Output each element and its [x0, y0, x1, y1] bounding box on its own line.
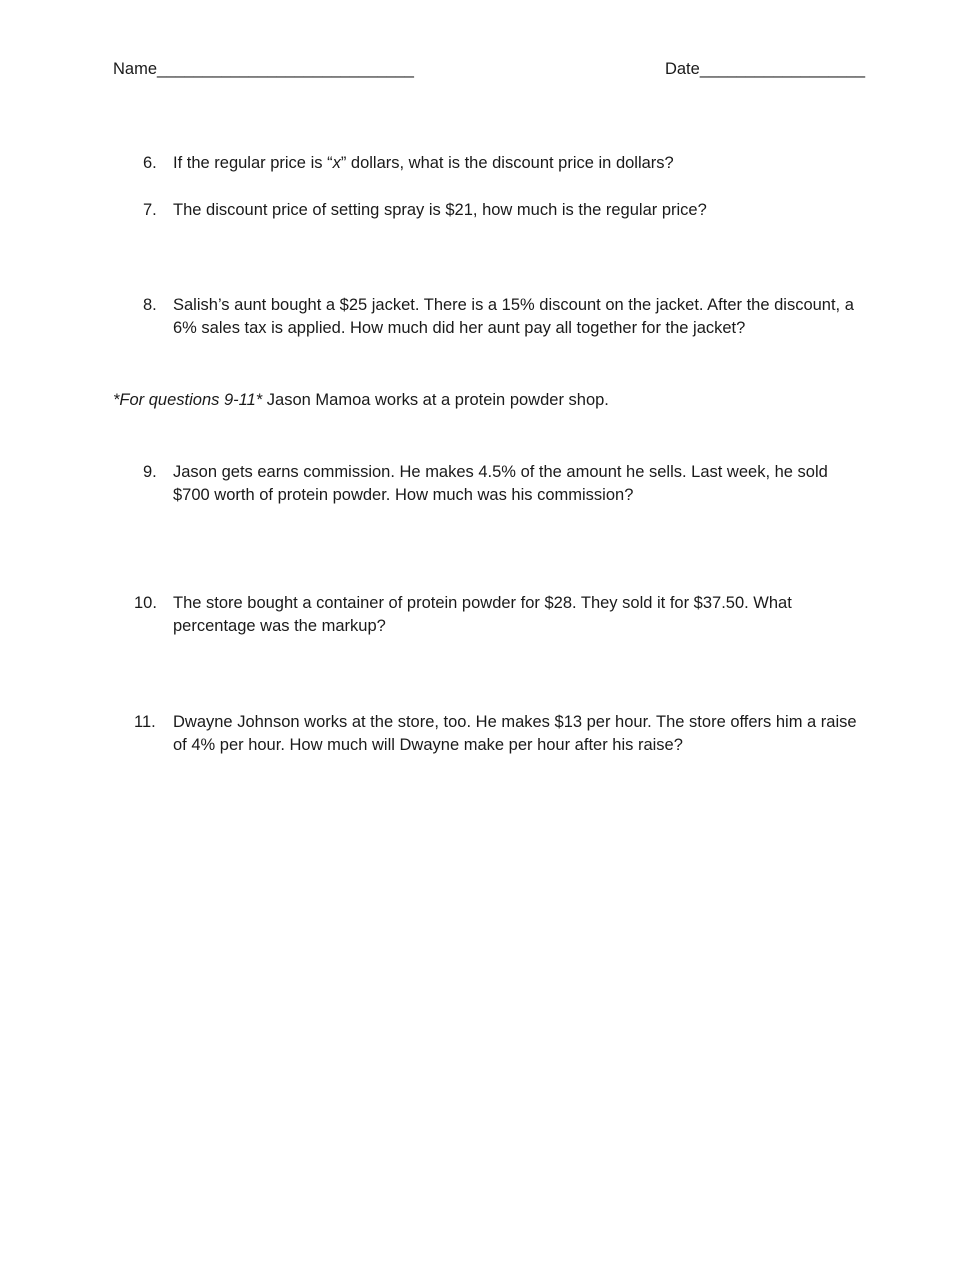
date-label: Date	[664, 60, 700, 78]
question-item-9	[143, 461, 859, 508]
date-blank-line: __________________	[699, 60, 865, 78]
question-text: Dwayne Johnson works at the store, too. He makes $13 per hour. The store offers him a raise of 4% per hour. How much will Dwayne make per hour after his raise?	[173, 713, 857, 755]
question-number: 9.	[143, 463, 157, 481]
question-number: 7.	[143, 201, 157, 219]
question-item-6	[143, 152, 859, 175]
worksheet-header	[113, 58, 865, 81]
name-blank-line: ____________________________	[157, 60, 414, 78]
question-number: 8.	[143, 296, 157, 314]
question-text	[173, 152, 859, 175]
question-number: 6.	[143, 154, 157, 172]
date-field[interactable]	[665, 58, 865, 81]
instruction-line	[113, 389, 873, 412]
question-text: The discount price of setting spray is $21, how much is the regular price?	[173, 201, 707, 219]
name-label: Name	[113, 60, 158, 78]
question-text-part-2: ” dollars, what is the discount price in dollars?	[340, 154, 674, 172]
question-text: Jason gets earns commission. He makes 4.5% of the amount he sells. Last week, he sold $700 worth of protein powder. How much was his commission?	[173, 463, 828, 505]
question-number: 10.	[134, 594, 157, 612]
instruction-rest: Jason Mamoa works at a protein powder shop.	[262, 391, 609, 409]
question-item-11	[134, 711, 859, 758]
variable-x: x	[332, 154, 341, 172]
instruction-emphasis: *For questions 9-11*	[113, 391, 263, 409]
question-item-8	[143, 294, 859, 341]
question-text-part-1: If the regular price is “	[173, 154, 333, 172]
question-item-7	[143, 199, 859, 222]
name-field[interactable]	[113, 58, 414, 81]
question-item-10	[134, 592, 859, 639]
question-number: 11.	[134, 713, 156, 731]
header-spacer	[414, 58, 665, 81]
question-text: The store bought a container of protein powder for $28. They sold it for $37.50. What percentage was the markup?	[173, 594, 792, 636]
question-text: Salish’s aunt bought a $25 jacket. There is a 15% discount on the jacket. After the discount, a 6% sales tax is applied. How much did her aunt pay all together for the jacket?	[173, 296, 854, 338]
